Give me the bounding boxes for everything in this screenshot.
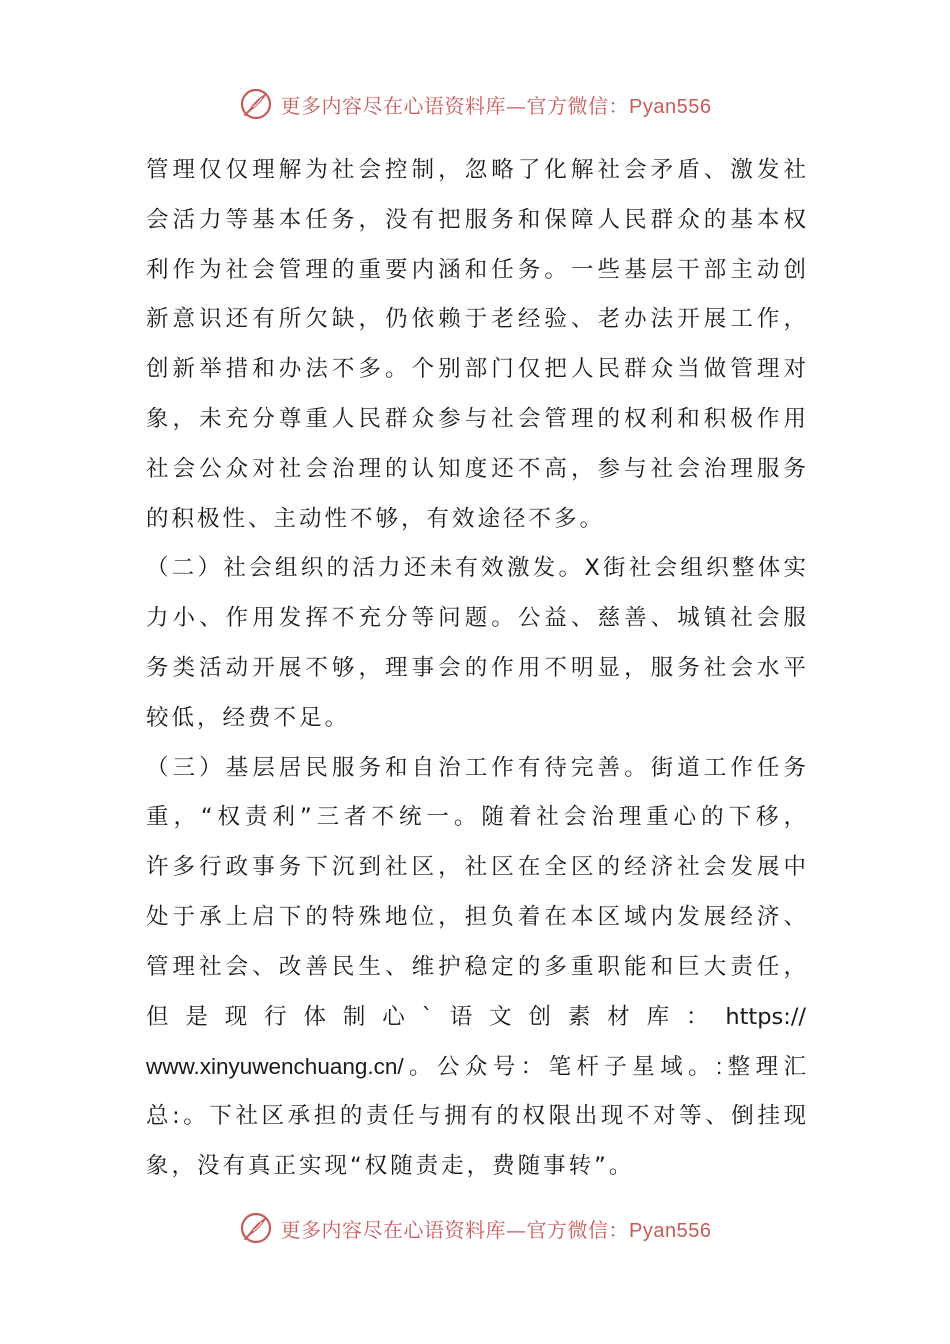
text-line: 象，未充分尊重人民群众参与社会管理的权利和积极作用 (146, 405, 806, 432)
banner-text (281, 1214, 712, 1243)
document-body (146, 146, 806, 1192)
text-line: 务类活动开展不够，理事会的作用不明显，服务社会水平 (146, 654, 806, 681)
text-line: 较低，经费不足。 (146, 704, 351, 731)
text-line: 力小、作用发挥不充分等问题。公益、慈善、城镇社会服 (146, 605, 806, 632)
banner-handle: Pyan556 (629, 95, 712, 118)
text-line: 新意识还有所欠缺，仍依赖于老经验、老办法开展工作， (146, 306, 806, 333)
text-line: 重，“权责利”三者不统一。随着社会治理重心的下移， (146, 804, 806, 831)
text-line: 象，没有真正实现“权随责走，费随事转”。 (146, 1152, 635, 1179)
banner-handle: Pyan556 (629, 1219, 712, 1242)
text-line: 创新举措和办法不多。个别部门仅把人民群众当做管理对 (146, 356, 806, 383)
paragraph (146, 744, 806, 1192)
text-line: www.xinyuwenchuang.cn/。公众号：笔杆子星域。:整理汇 (146, 1054, 806, 1080)
text-line: 利作为社会管理的重要内涵和任务。一些基层干部主动创 (146, 256, 806, 283)
text-line: 总:。下社区承担的责任与拥有的权限出现不对等、倒挂现 (146, 1103, 806, 1130)
text-line: 管理社会、改善民生、维护稳定的多重职能和巨大责任， (146, 953, 806, 980)
paragraph (146, 146, 806, 544)
banner-prefix: 更多内容尽在心语资料库—官方微信： (280, 93, 630, 118)
text-line: 的积极性、主动性不够，有效途径不多。 (146, 505, 606, 532)
text-line: 会活力等基本任务，没有把服务和保障人民群众的基本权 (146, 206, 806, 233)
footer-watermark-banner (0, 1208, 950, 1248)
text-line: （二）社会组织的活力还未有效激发。X街社会组织整体实 (146, 555, 806, 582)
banner-prefix: 更多内容尽在心语资料库—官方微信： (280, 1217, 630, 1242)
quill-logo-icon (239, 1211, 273, 1245)
header-watermark-banner (0, 84, 950, 124)
text-line: 社会公众对社会治理的认知度还不高，参与社会治理服务 (146, 455, 806, 482)
text-line: （三）基层居民服务和自治工作有待完善。街道工作任务 (146, 754, 806, 781)
text-line: 处于承上启下的特殊地位，担负着在本区域内发展经济、 (146, 903, 806, 930)
quill-logo-icon (239, 87, 273, 121)
text-line: 管理仅仅理解为社会控制，忽略了化解社会矛盾、激发社 (146, 157, 806, 183)
banner-text (281, 90, 712, 119)
paragraph (146, 544, 806, 743)
text-line: 许多行政事务下沉到社区，社区在全区的经济社会发展中 (146, 854, 806, 881)
text-line: 但是现行体制心`语文创素材库：https:// (146, 1003, 806, 1030)
